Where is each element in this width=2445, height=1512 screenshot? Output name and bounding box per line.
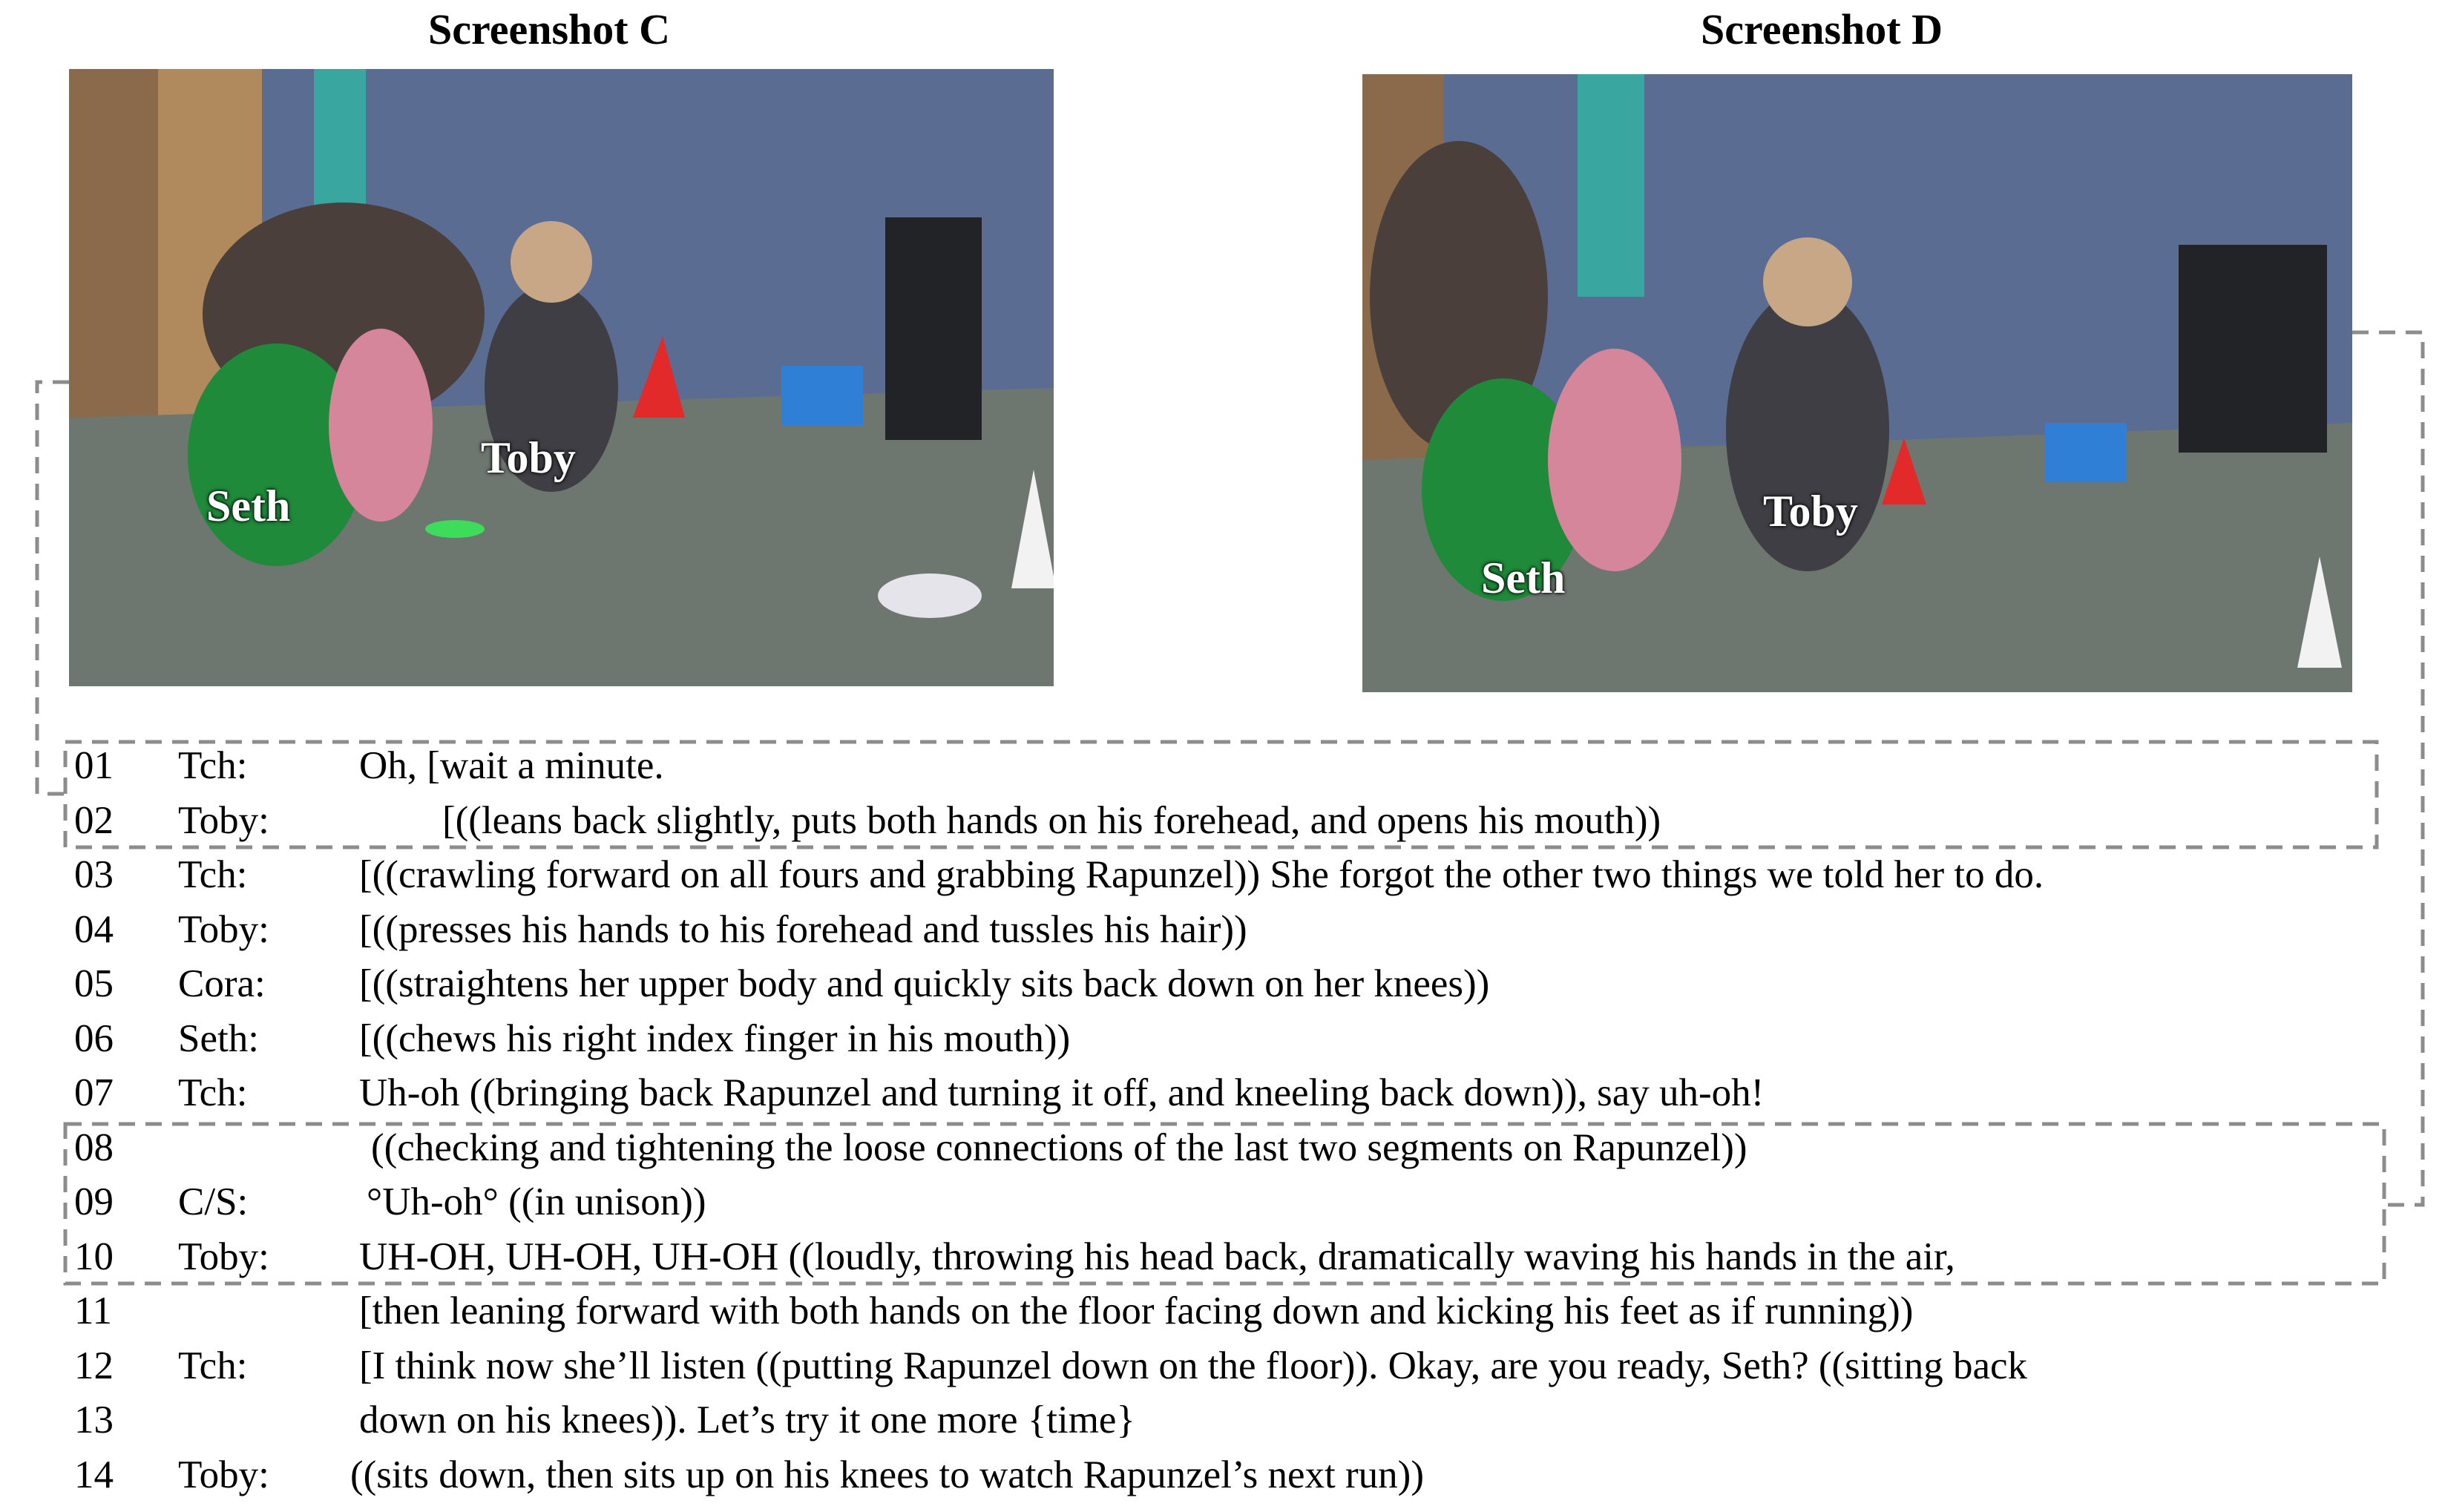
line-number: 05 — [74, 962, 114, 1005]
line-number: 13 — [74, 1398, 114, 1442]
line-number: 06 — [74, 1017, 114, 1060]
speaker-label: Cora: — [178, 962, 266, 1005]
line-number: 12 — [74, 1344, 114, 1387]
toby-label: Toby — [1763, 487, 1858, 536]
line-number: 03 — [74, 853, 114, 896]
speaker-label: Toby: — [178, 799, 269, 842]
screenshot-c-caption: Screenshot C — [428, 5, 670, 53]
speaker-label: Toby: — [178, 1453, 269, 1496]
speaker-label: Toby: — [178, 908, 269, 951]
transcript-text: [((straightens her upper body and quickly sits back down on her knees)) — [359, 962, 1490, 1005]
transcript-text: °Uh-oh° ((in unison)) — [367, 1180, 706, 1223]
speaker-label: Toby: — [178, 1235, 269, 1278]
speaker-label: Tch: — [178, 744, 248, 787]
line-number: 02 — [74, 799, 114, 842]
seth-label: Seth — [206, 481, 291, 530]
speaker-label: Tch: — [178, 853, 248, 896]
transcript-text: [((leans back slightly, puts both hands on his forehead, and opens his mouth)) — [442, 799, 1661, 842]
line-number: 04 — [74, 908, 114, 951]
transcript-text: ((sits down, then sits up on his knees to watch Rapunzel’s next run)) — [350, 1453, 1424, 1496]
transcript-text: [((chews his right index finger in his mouth)) — [359, 1017, 1071, 1060]
transcript-text: [then leaning forward with both hands on the floor facing down and kicking his feet as if running)) — [359, 1289, 1914, 1332]
seth-label: Seth — [1481, 553, 1566, 602]
transcript-text: [((presses his hands to his forehead and tussles his hair)) — [359, 908, 1247, 951]
speaker-label: Tch: — [178, 1071, 248, 1114]
screenshot-d-caption: Screenshot D — [1701, 5, 1943, 53]
transcript-text: [I think now she’ll listen ((putting Rapunzel down on the floor)). Okay, are you ready, Seth? ((sitting back — [359, 1344, 2027, 1387]
toby-label: Toby — [481, 433, 576, 482]
transcript-text: ((checking and tightening the loose connections of the last two segments on Rapunzel)) — [371, 1126, 1747, 1169]
line-number: 11 — [74, 1289, 113, 1332]
line-number: 10 — [74, 1235, 114, 1278]
transcript-text: [((crawling forward on all fours and grabbing Rapunzel)) She forgot the other two things we told her to do. — [359, 853, 2044, 896]
speaker-label: C/S: — [178, 1180, 249, 1223]
line-number: 01 — [74, 744, 114, 787]
speaker-label: Seth: — [178, 1017, 259, 1060]
transcript-text: down on his knees)). Let’s try it one more {time} — [359, 1398, 1135, 1442]
line-number: 09 — [74, 1180, 114, 1223]
line-number: 07 — [74, 1071, 114, 1114]
speaker-label: Tch: — [178, 1344, 248, 1387]
line-number: 14 — [74, 1453, 114, 1496]
transcript-text: Oh, [wait a minute. — [359, 744, 664, 787]
transcript-text: UH-OH, UH-OH, UH-OH ((loudly, throwing his head back, dramatically waving his hands in the air, — [359, 1235, 1955, 1278]
transcript-text: Uh-oh ((bringing back Rapunzel and turning it off, and kneeling back down)), say uh-oh! — [359, 1071, 1765, 1114]
line-number: 08 — [74, 1126, 114, 1169]
